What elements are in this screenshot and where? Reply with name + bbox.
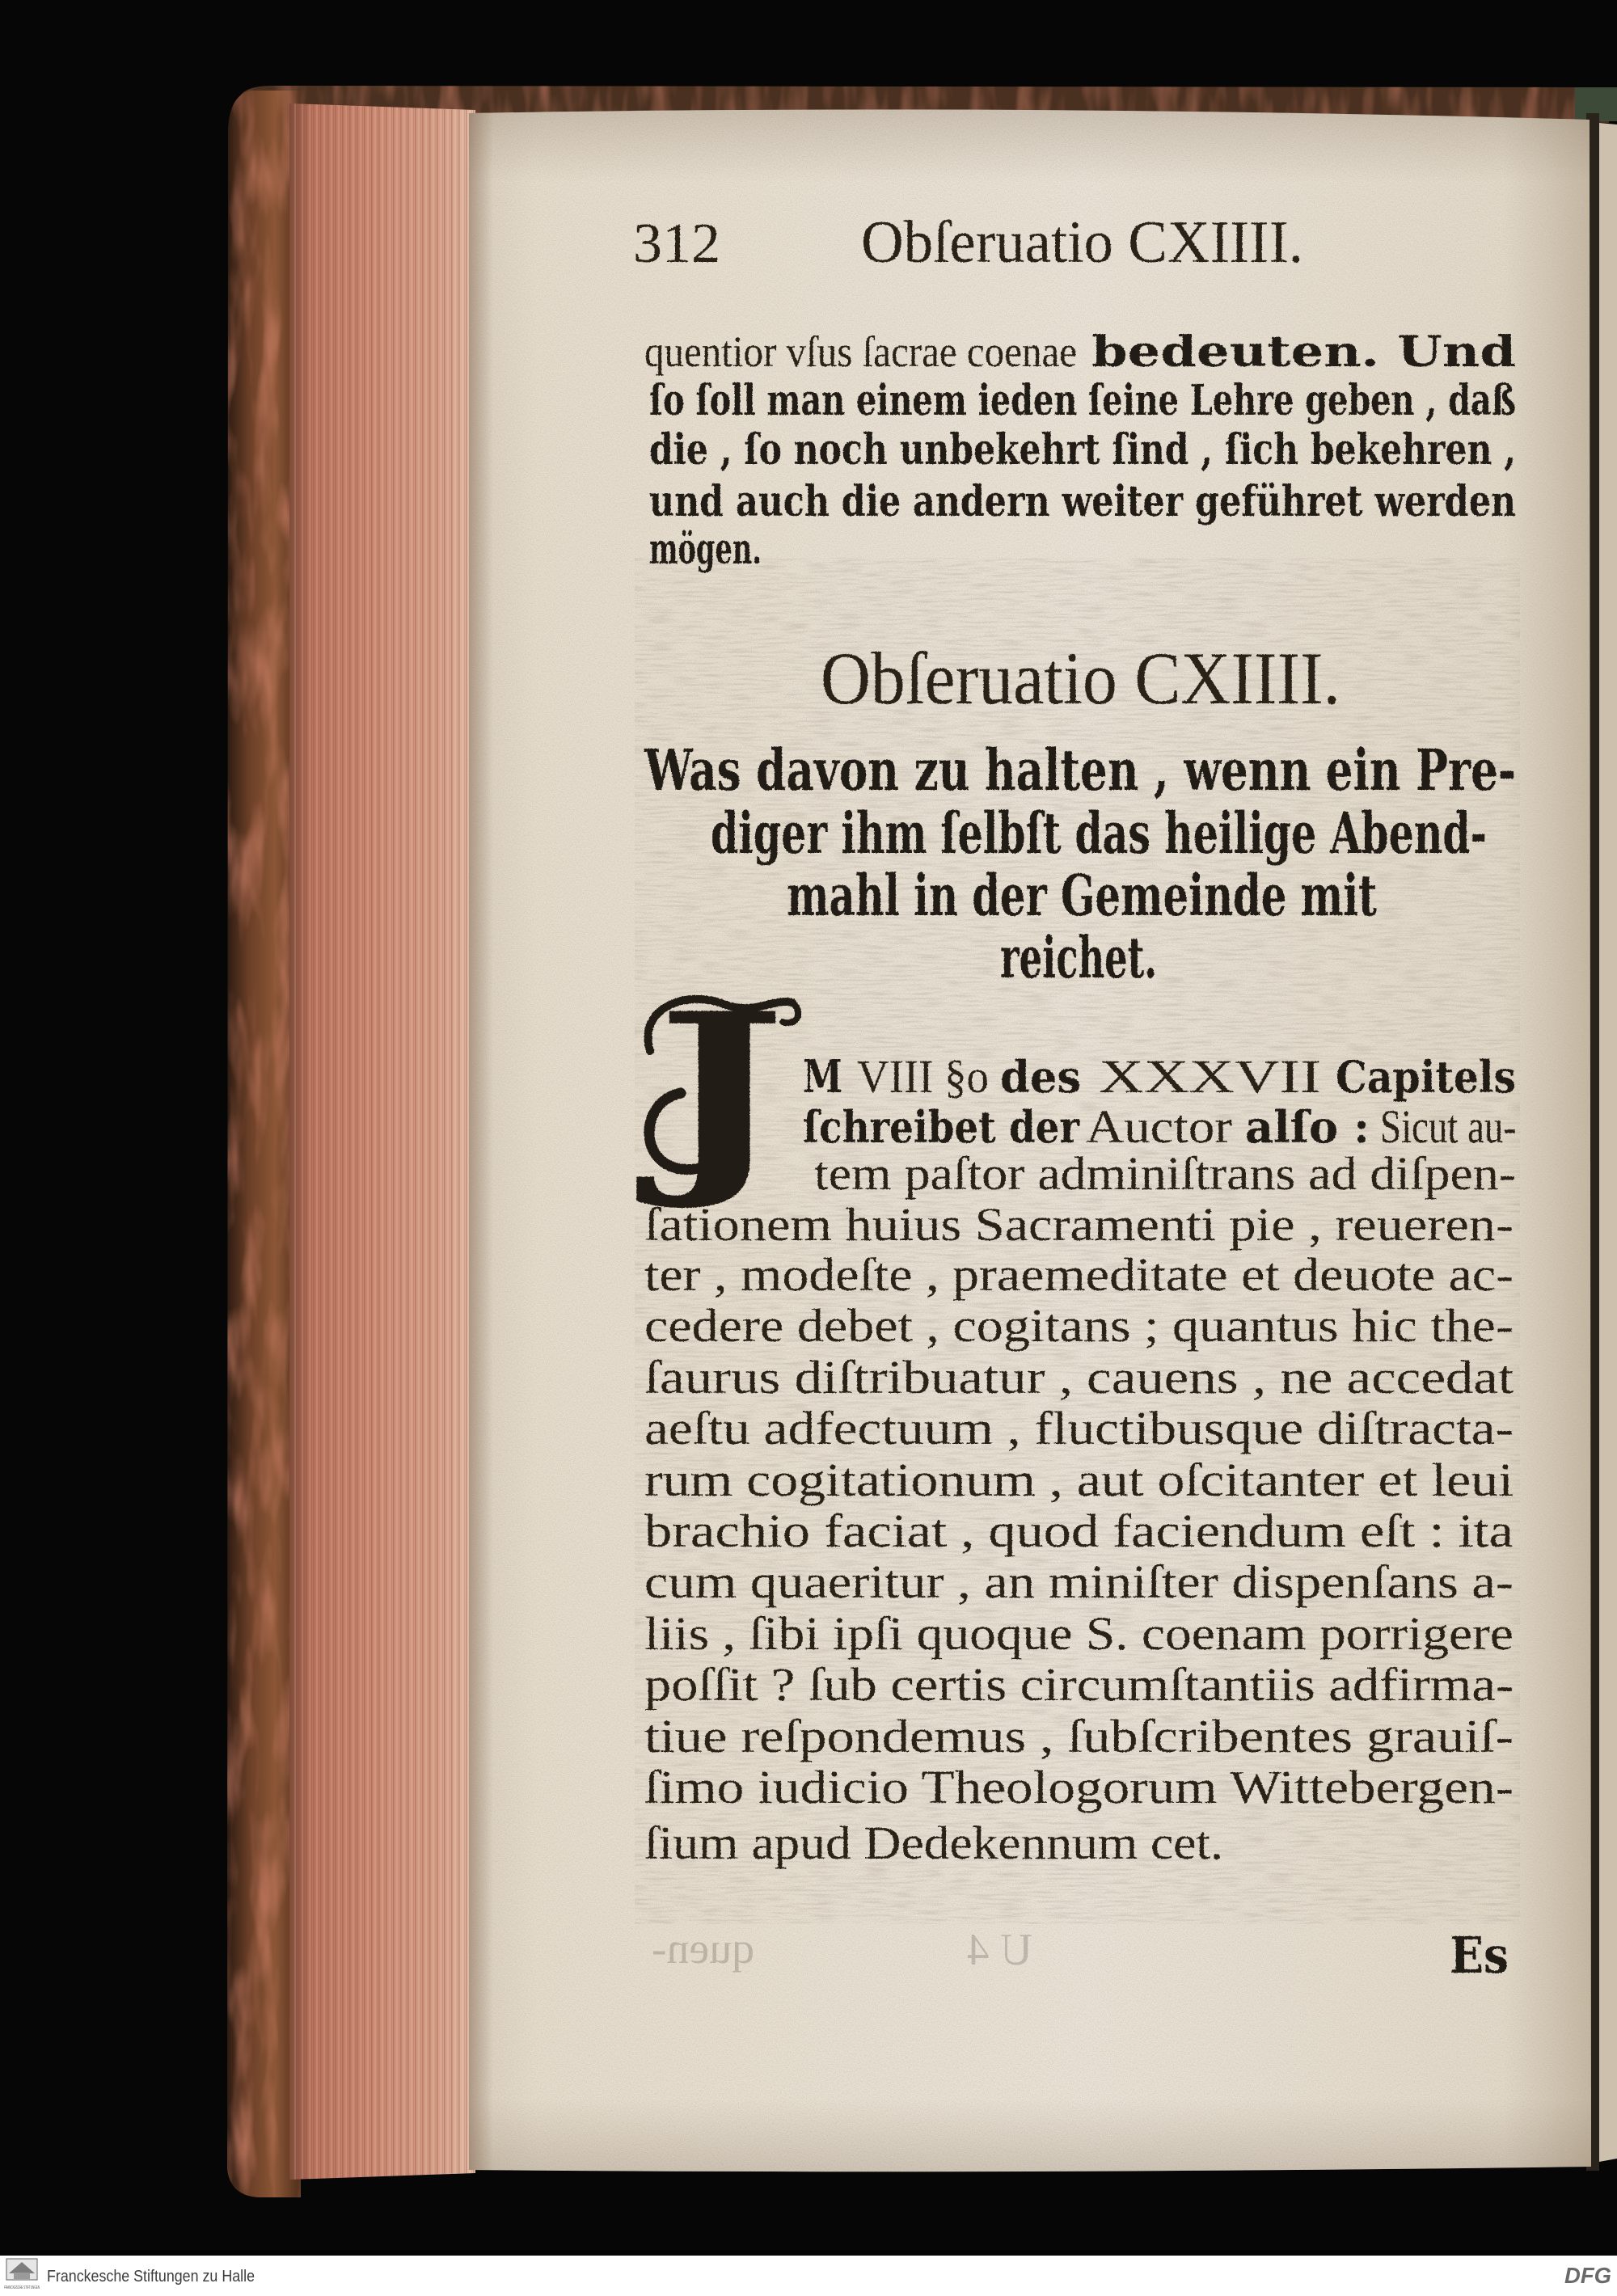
paragraph-line-3: tem paſtor adminiſtrans ad diſpen- xyxy=(814,1147,1516,1200)
paragraph-line-13: poſſit ? ſub certis circumſtantiis adfirma- xyxy=(644,1658,1514,1711)
paragraph-line-2-seg-2: Auctor xyxy=(1086,1100,1232,1153)
paragraph-line-8: aeſtu adfectuum , fluctibusque diſtracta- xyxy=(644,1402,1514,1454)
running-head: Obſeruatio CXIIII. xyxy=(861,209,1303,276)
continued-line-5: mögen. xyxy=(649,525,762,574)
logo-building-icon xyxy=(14,2273,30,2279)
paragraph-line-2-seg-4: Sicut au- xyxy=(1380,1100,1516,1153)
paragraph-line-6: cedere debet , cogitans ; quantus hic the- xyxy=(644,1299,1514,1352)
page-inner-shadow xyxy=(469,103,493,2175)
continued-line-1-antiqua: quentior vſus ſacrae coenae xyxy=(644,327,1077,376)
show-through-catchword: quen- xyxy=(652,1924,754,1973)
paragraph-line-1-seg-4: XXXVII xyxy=(1099,1050,1321,1103)
show-through-signature: U 4 xyxy=(967,1925,1032,1975)
paragraph-line-2-seg-3: alſo : xyxy=(1245,1101,1370,1153)
paragraph-line-1-seg-1: M xyxy=(803,1050,842,1104)
paragraph-line-7: ſaurus diſtribuatur , cauens , ne accedat xyxy=(644,1351,1514,1403)
continued-line-1-fraktur: bedeuten. Und xyxy=(1091,327,1516,377)
institution-name: Franckesche Stiftungen zu Halle xyxy=(47,2268,255,2285)
paragraph-line-2-seg-1: ſchreibet der xyxy=(803,1101,1080,1153)
title-line-1: Was davon zu halten , wenn ein Pre- xyxy=(644,736,1516,804)
footer-bar xyxy=(0,2256,1617,2296)
funder-logo: DFG xyxy=(1564,2263,1611,2288)
page-number: 312 xyxy=(633,213,720,275)
title-line-3: mahl in der Gemeinde mit xyxy=(787,862,1377,929)
paragraph-line-9: rum cogitationum , aut oſcitanter et leui xyxy=(644,1454,1514,1506)
institution-logo xyxy=(4,2259,40,2290)
paragraph-line-16: ſium apud Dedekennum cet. xyxy=(644,1817,1223,1869)
paragraph-line-11: cum quaeritur , an miniſter dispenſans a- xyxy=(644,1555,1514,1608)
catchword: Es xyxy=(1450,1926,1509,1985)
paragraph-line-4: ſationem huius Sacramenti pie , reueren- xyxy=(644,1198,1514,1251)
paragraph-line-12: liis , ſibi ipſi quoque S. coenam porrigere xyxy=(644,1607,1514,1660)
paragraph-line-1-seg-5: Capitels xyxy=(1336,1051,1516,1103)
paragraph-line-15: ſimo iudicio Theologorum Wittebergen- xyxy=(644,1761,1514,1813)
drop-cap xyxy=(635,968,799,1214)
paragraph-line-1-seg-2: VIII §o xyxy=(857,1050,989,1103)
title-line-2: diger ihm ſelbſt das heilige Abend- xyxy=(711,800,1487,867)
drop-cap-letter: J xyxy=(635,968,786,1214)
continued-line-2: ſo ſoll man einem ieden ſeine Lehre geben , daß xyxy=(649,376,1516,425)
facing-page-edge xyxy=(1599,123,1617,2162)
section-heading: Obſeruatio CXIIII. xyxy=(821,637,1340,720)
continued-line-4: und auch die andern weiter geführet werden xyxy=(649,477,1516,526)
continued-line-3: die , ſo noch unbekehrt ſind , ſich bekehren , xyxy=(649,425,1516,475)
paragraph-line-10: brachio faciat , quod faciendum eſt : ita xyxy=(644,1505,1514,1557)
page-block-striations xyxy=(289,103,475,2180)
paragraph-line-1-seg-3: des xyxy=(1000,1051,1081,1103)
title-line-4: reichet. xyxy=(1000,924,1157,991)
paragraph-line-14: tiue reſpondemus , ſubſcribentes grauiſ- xyxy=(644,1710,1514,1762)
paragraph-line-5: ter , modeſte , praemeditate et deuote ac- xyxy=(644,1248,1514,1301)
logo-text: FRANCKESCHE STIFTUNGEN xyxy=(4,2285,40,2290)
